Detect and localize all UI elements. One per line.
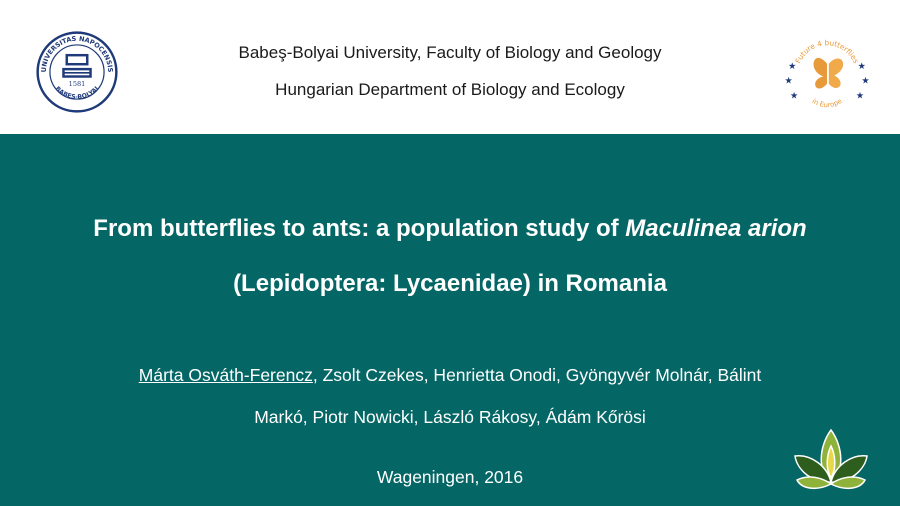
venue-date: Wageningen, 2016 xyxy=(376,467,524,487)
species-name: Maculinea arion xyxy=(625,215,807,242)
author-line-1 xyxy=(40,360,860,402)
svg-text:★: ★ xyxy=(788,62,797,73)
author-list xyxy=(40,360,860,444)
title-line-2: (Lepidoptera: Lycaenidae) in Romania xyxy=(233,270,667,297)
title-text: From butterflies to ants: a population study of xyxy=(93,215,626,242)
coauthors-1: , Zsolt Czekes, Henrietta Onodi, Gyöngyvér Molnár, Bálint xyxy=(312,365,762,385)
svg-text:★: ★ xyxy=(784,76,793,87)
svg-text:★: ★ xyxy=(857,62,866,73)
institution-block xyxy=(150,40,750,114)
slide-header xyxy=(0,0,900,134)
svg-text:Future 4 butterflies: Future 4 butterflies xyxy=(793,38,861,65)
university-seal-icon xyxy=(36,31,118,113)
department-line: Hungarian Department of Biology and Ecology xyxy=(275,80,625,99)
svg-text:★: ★ xyxy=(855,91,865,102)
svg-text:★: ★ xyxy=(789,91,799,102)
butterfly-logo-icon xyxy=(781,27,873,113)
leaf-logo-icon xyxy=(791,422,871,494)
presenting-author: Márta Osváth-Ferencz xyxy=(138,365,313,385)
seal-year: 1581 xyxy=(68,79,86,88)
svg-text:UNIVERSITAS NAPOCENSIS: UNIVERSITAS NAPOCENSIS xyxy=(39,34,115,73)
presentation-title xyxy=(40,212,860,322)
svg-text:★: ★ xyxy=(861,76,870,87)
author-line-2: Markó, Piotr Nowicki, László Rákosy, Ádám Kőrösi xyxy=(254,407,646,427)
slide-body xyxy=(0,134,900,506)
university-faculty-line: Babeş-Bolyai University, Faculty of Biology and Geology xyxy=(238,43,662,62)
svg-text:BABES-BOLYAI: BABES-BOLYAI xyxy=(53,85,101,101)
svg-text:in Europe: in Europe xyxy=(810,97,844,110)
title-line-1 xyxy=(40,212,860,267)
